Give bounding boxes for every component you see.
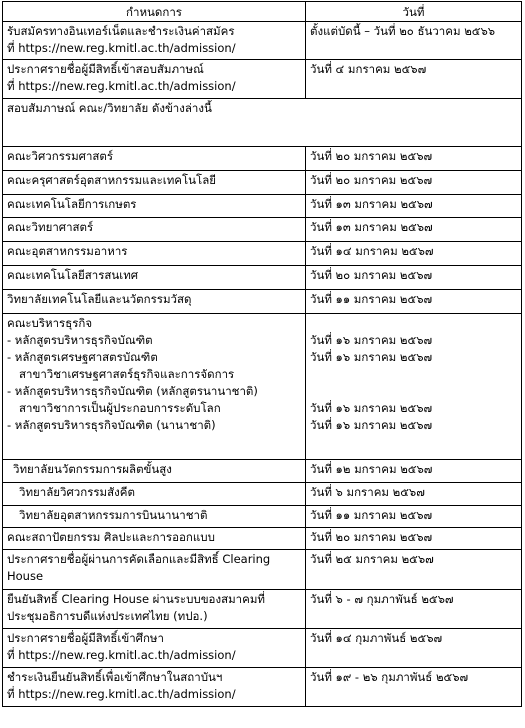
table-row-business bbox=[3, 314, 522, 460]
date-cell: วันที่ ๑๒ มกราคม ๒๕๖๗ bbox=[306, 460, 522, 483]
date-cell: วันที่ ๒๐ มกราคม ๒๕๖๗ bbox=[306, 528, 522, 550]
date-cell: วันที่ ๑๓ มกราคม ๒๕๖๗ bbox=[306, 218, 522, 242]
event-text: ประกาศรายชื่อผู้มีสิทธิ์เข้าศึกษา bbox=[7, 631, 164, 645]
date-cell: วันที่ ๔ มกราคม ๒๕๖๗ bbox=[306, 60, 522, 99]
event-link-text: ที่ https://new.reg.kmitl.ac.th/admission/ bbox=[7, 79, 236, 93]
table-row bbox=[3, 266, 522, 290]
table-row bbox=[3, 290, 522, 314]
table-header-row bbox=[3, 2, 522, 22]
faculty-name: คณะสถาปัตยกรรม ศิลปะและการออกแบบ bbox=[3, 528, 306, 550]
table-row bbox=[3, 590, 522, 629]
table-row bbox=[3, 60, 522, 99]
program-major: สาขาวิชาการเป็นผู้ประกอบการระดับโลก bbox=[19, 401, 221, 415]
faculty-name: คณะครุศาสตร์อุตสาหกรรมและเทคโนโลยี bbox=[3, 171, 306, 195]
table-row bbox=[3, 668, 522, 707]
table-row bbox=[3, 483, 522, 506]
table-row bbox=[3, 242, 522, 266]
event-cell bbox=[3, 550, 306, 590]
interview-section-row bbox=[3, 99, 522, 147]
event-cell bbox=[3, 22, 306, 60]
faculty-name: คณะบริหารธุรกิจ bbox=[7, 316, 93, 330]
date-cell: วันที่ ๒๐ มกราคม ๒๕๖๗ bbox=[306, 147, 522, 171]
event-cell bbox=[3, 60, 306, 99]
faculty-name: คณะเทคโนโลยีการเกษตร bbox=[3, 195, 306, 218]
faculty-name: วิทยาลัยวิศวกรรมสังคีต bbox=[3, 483, 306, 506]
faculty-name: คณะวิทยาศาสตร์ bbox=[3, 218, 306, 242]
table-row bbox=[3, 147, 522, 171]
event-text: ประกาศรายชื่อผู้มีสิทธิ์เข้าสอบสัมภาษณ์ bbox=[7, 62, 204, 76]
program-item: - หลักสูตรบริหารธุรกิจบัณฑิต (นานาชาติ) bbox=[7, 418, 216, 432]
table-row bbox=[3, 550, 522, 590]
date-cell bbox=[306, 314, 522, 460]
interview-heading: สอบสัมภาษณ์ คณะ/วิทยาลัย ดังข้างล่างนี้ bbox=[3, 99, 522, 147]
schedule-table bbox=[2, 1, 522, 707]
event-text: ประชุมอธิการบดีแห่งประเทศไทย (ทปอ.) bbox=[7, 609, 208, 623]
date-cell: วันที่ ๑๔ กุมภาพันธ์ ๒๕๖๗ bbox=[306, 629, 522, 668]
date-cell: วันที่ ๒๕ มกราคม ๒๕๖๗ bbox=[306, 550, 522, 590]
event-link-text: ที่ https://new.reg.kmitl.ac.th/admission/ bbox=[7, 648, 236, 662]
faculty-name: คณะวิศวกรรมศาสตร์ bbox=[3, 147, 306, 171]
business-faculty-cell bbox=[3, 314, 306, 460]
faculty-name: คณะอุตสาหกรรมอาหาร bbox=[3, 242, 306, 266]
event-text: ประกาศรายชื่อผู้ผ่านการคัดเลือกและมีสิทธิ์ Clearing bbox=[7, 552, 271, 566]
event-text: House bbox=[7, 569, 44, 583]
table-row bbox=[3, 528, 522, 550]
table-row bbox=[3, 22, 522, 60]
program-date: วันที่ ๑๖ มกราคม ๒๕๖๗ bbox=[310, 350, 433, 364]
program-date: วันที่ ๑๖ มกราคม ๒๕๖๗ bbox=[310, 418, 433, 432]
program-item: - หลักสูตรบริหารธุรกิจบัณฑิต bbox=[7, 333, 153, 347]
event-link-text: ที่ https://new.reg.kmitl.ac.th/admission/ bbox=[7, 41, 236, 55]
program-date: วันที่ ๑๖ มกราคม ๒๕๖๗ bbox=[310, 333, 433, 347]
program-item: - หลักสูตรเศรษฐศาสตรบัณฑิต bbox=[7, 350, 158, 364]
table-row bbox=[3, 171, 522, 195]
table-row bbox=[3, 460, 522, 483]
date-cell: วันที่ ๑๔ มกราคม ๒๕๖๗ bbox=[306, 242, 522, 266]
faculty-name: วิทยาลัยอุตสาหกรรมการบินนานาชาติ bbox=[3, 506, 306, 528]
program-date: วันที่ ๑๖ มกราคม ๒๕๖๗ bbox=[310, 401, 433, 415]
date-cell: วันที่ ๖ - ๗ กุมภาพันธ์ ๒๕๖๗ bbox=[306, 590, 522, 629]
date-cell: วันที่ ๑๙ - ๒๖ กุมภาพันธ์ ๒๕๖๗ bbox=[306, 668, 522, 707]
date-cell: วันที่ ๖ มกราคม ๒๕๖๗ bbox=[306, 483, 522, 506]
table-row bbox=[3, 195, 522, 218]
event-cell bbox=[3, 590, 306, 629]
date-cell: วันที่ ๑๑ มกราคม ๒๕๖๗ bbox=[306, 290, 522, 314]
header-schedule: กำหนดการ bbox=[3, 2, 306, 22]
table-row bbox=[3, 506, 522, 528]
event-text: รับสมัครทางอินเทอร์เน็ตและชำระเงินค่าสมัคร bbox=[7, 24, 235, 38]
table-row bbox=[3, 218, 522, 242]
event-cell bbox=[3, 629, 306, 668]
event-link-text: ที่ https://new.reg.kmitl.ac.th/admission/ bbox=[7, 687, 236, 701]
table-row bbox=[3, 629, 522, 668]
event-cell bbox=[3, 668, 306, 707]
program-major: สาขาวิชาเศรษฐศาสตร์ธุรกิจและการจัดการ bbox=[19, 367, 235, 381]
event-text: ชำระเงินยืนยันสิทธิ์เพื่อเข้าศึกษาในสถาบันฯ bbox=[7, 670, 223, 684]
header-date: วันที่ bbox=[306, 2, 522, 22]
program-item: - หลักสูตรบริหารธุรกิจบัณฑิต (หลักสูตรนานาชาติ) bbox=[7, 384, 258, 398]
event-text: ยืนยันสิทธิ์ Clearing House ผ่านระบบของสมาคมที่ bbox=[7, 592, 265, 606]
faculty-name: วิทยาลัยเทคโนโลยีและนวัตกรรมวัสดุ bbox=[3, 290, 306, 314]
date-cell: วันที่ ๑๓ มกราคม ๒๕๖๗ bbox=[306, 195, 522, 218]
faculty-name: คณะเทคโนโลยีสารสนเทศ bbox=[3, 266, 306, 290]
faculty-name: วิทยาลัยนวัตกรรมการผลิตขั้นสูง bbox=[3, 460, 306, 483]
date-cell: วันที่ ๑๑ มกราคม ๒๕๖๗ bbox=[306, 506, 522, 528]
date-cell: วันที่ ๒๐ มกราคม ๒๕๖๗ bbox=[306, 266, 522, 290]
date-cell: วันที่ ๒๐ มกราคม ๒๕๖๗ bbox=[306, 171, 522, 195]
date-cell: ตั้งแต่บัดนี้ – วันที่ ๒๐ ธันวาคม ๒๕๖๖ bbox=[306, 22, 522, 60]
